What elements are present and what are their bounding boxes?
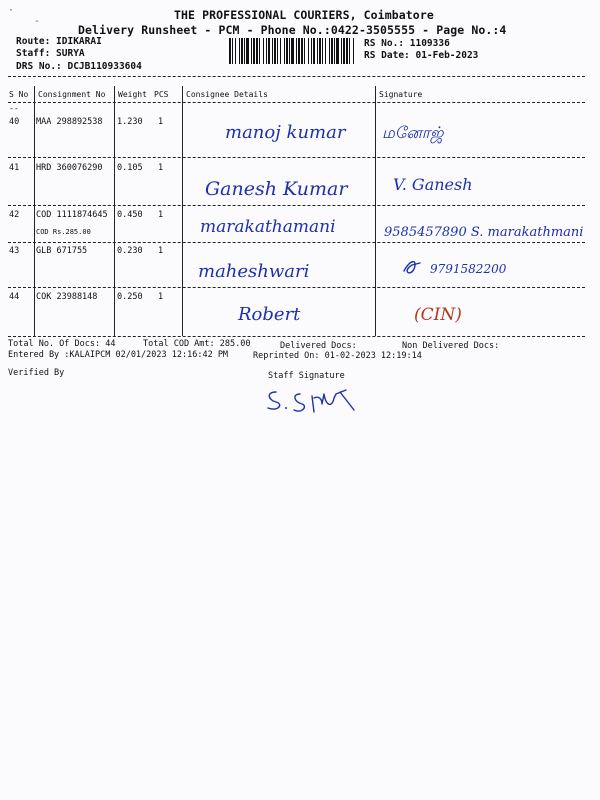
runsheet-subtitle: Delivery Runsheet - PCM - Phone No.:0422-3505555 - Page No.:4	[78, 23, 507, 37]
barcode-bar	[239, 38, 240, 64]
row-weight: 0.450	[117, 210, 143, 220]
svg-text:V. Ganesh: V. Ganesh	[393, 175, 473, 194]
row-pcs: 1	[158, 292, 164, 302]
total-docs: Total No. Of Docs: 44	[8, 339, 116, 349]
barcode-bar	[246, 38, 249, 64]
barcode-bar	[313, 38, 315, 64]
barcode-bar	[353, 38, 354, 64]
barcode-bar	[229, 38, 231, 64]
row-pcs: 1	[158, 117, 164, 127]
handwritten-signature	[400, 255, 560, 281]
entered-by: Entered By :KALAIPCM 02/01/2023 12:16:42 PM	[8, 350, 229, 360]
barcode-bar	[325, 38, 326, 64]
svg-text:மனோஜ்: மனோஜ்	[382, 123, 444, 142]
barcode-bar	[308, 38, 309, 64]
barcode-bar	[341, 38, 342, 64]
barcode-bar	[346, 38, 348, 64]
handwritten-signature	[393, 166, 503, 200]
column-header-consignment: Consignment No	[38, 90, 106, 99]
non-delivered-docs: Non Delivered Docs:	[402, 341, 500, 351]
row-consignment: COD 1111874645	[36, 210, 108, 220]
row-weight: 0.250	[117, 292, 143, 302]
divider	[8, 76, 585, 77]
handwritten-consignee	[200, 210, 370, 240]
delivered-docs: Delivered Docs:	[280, 341, 357, 351]
handwritten-signature	[384, 206, 584, 244]
column-header-consignee: Consignee Details	[186, 90, 268, 99]
barcode-bar	[263, 38, 264, 64]
svg-text:Ganesh Kumar: Ganesh Kumar	[205, 178, 348, 200]
row-weight: 1.230	[117, 117, 143, 127]
barcode-bar	[256, 38, 258, 64]
reprinted-on: Reprinted On: 01-02-2023 12:19:14	[253, 351, 422, 361]
svg-text:marakathamani: marakathamani	[200, 217, 336, 237]
barcode-bar	[280, 38, 281, 64]
row-sno: 43	[9, 246, 20, 256]
barcode-bar	[329, 38, 330, 64]
barcode-bar	[319, 38, 321, 64]
barcode-bar	[266, 38, 267, 64]
row-consignment: HRD 360076290	[36, 163, 103, 173]
verified-by-label: Verified By	[8, 368, 65, 378]
column-header-weight: Weight	[118, 90, 147, 99]
divider	[8, 102, 585, 103]
route-label: Route: IDIKARAI	[16, 36, 102, 47]
handwritten-consignee	[238, 298, 348, 328]
barcode-bar	[336, 38, 339, 64]
row-divider	[8, 242, 585, 243]
barcode-bar	[244, 38, 245, 64]
row-pcs: 1	[158, 246, 164, 256]
svg-text:Robert: Robert	[238, 304, 301, 325]
row-sno: 41	[9, 163, 20, 173]
barcode-bar	[259, 38, 260, 64]
barcode-bar	[334, 38, 335, 64]
barcode-bar	[298, 38, 300, 64]
barcode-bar	[284, 38, 285, 64]
barcode-bar	[291, 38, 294, 64]
staff-signature	[262, 384, 362, 416]
total-cod-amount: Total COD Amt: 285.00	[143, 339, 251, 349]
company-title: THE PROFESSIONAL COURIERS, Coimbatore	[174, 8, 434, 22]
row-divider	[8, 287, 585, 288]
barcode-bar	[235, 38, 236, 64]
row-consignment: MAA 298892538	[36, 117, 103, 127]
barcode-bar	[289, 38, 290, 64]
row-weight: 0.230	[117, 246, 143, 256]
barcode-bar	[322, 38, 323, 64]
barcode-bar	[349, 38, 350, 64]
column-line	[34, 86, 35, 336]
handwritten-consignee	[225, 118, 355, 148]
barcode-bar	[317, 38, 318, 64]
cod-note: COD Rs.285.00	[36, 228, 91, 236]
column-line	[375, 86, 376, 336]
barcode-bar	[274, 38, 276, 64]
column-line	[182, 86, 183, 336]
barcode	[229, 38, 357, 64]
column-header-pcs: PCS	[154, 90, 169, 99]
column-header-sno: S No	[9, 90, 29, 99]
row-pcs: 1	[158, 210, 164, 220]
scan-mark: -	[34, 16, 41, 27]
row-divider	[8, 336, 585, 337]
barcode-bar	[272, 38, 273, 64]
barcode-bar	[277, 38, 278, 64]
rs-date: RS Date: 01-Feb-2023	[364, 50, 479, 61]
handwritten-signature	[382, 118, 502, 148]
row-consignment: GLB 671755	[36, 246, 88, 256]
row-pcs: 1	[158, 163, 164, 173]
barcode-bar	[268, 38, 270, 64]
drs-number: DRS No.: DCJB110933604	[16, 61, 142, 72]
rs-number: RS No.: 1109336	[364, 38, 450, 49]
handwritten-consignee	[198, 255, 358, 285]
row-sno: 40	[9, 117, 20, 127]
barcode-bar	[232, 38, 233, 64]
row-consignment: COK 23988148	[36, 292, 98, 302]
barcode-bar	[253, 38, 255, 64]
row-sno: 42	[9, 210, 20, 220]
svg-text:9791582200: 9791582200	[430, 262, 507, 276]
row-weight: 0.105	[117, 163, 143, 173]
svg-text:maheshwari: maheshwari	[198, 261, 310, 282]
barcode-bar	[304, 38, 305, 64]
scan-mark: ·	[8, 5, 15, 16]
svg-text:(CIN): (CIN)	[414, 305, 462, 325]
column-header-signature: Signature	[379, 90, 423, 99]
barcode-bar	[286, 38, 288, 64]
barcode-bar	[331, 38, 333, 64]
row-marker: --	[9, 104, 19, 113]
barcode-bar	[311, 38, 312, 64]
handwritten-consignee	[205, 173, 365, 203]
staff-signature-label: Staff Signature	[268, 371, 345, 381]
svg-text:9585457890 S. marakathmani: 9585457890 S. marakathmani	[384, 225, 584, 240]
barcode-bar	[296, 38, 297, 64]
row-divider	[8, 157, 585, 158]
barcode-bar	[301, 38, 303, 64]
row-sno: 44	[9, 292, 20, 302]
staff-label: Staff: SURYA	[16, 48, 85, 59]
barcode-bar	[343, 38, 345, 64]
handwritten-signature	[412, 296, 472, 330]
column-line	[114, 86, 115, 336]
svg-text:manoj kumar: manoj kumar	[225, 122, 346, 143]
barcode-bar	[251, 38, 252, 64]
barcode-bar	[241, 38, 243, 64]
